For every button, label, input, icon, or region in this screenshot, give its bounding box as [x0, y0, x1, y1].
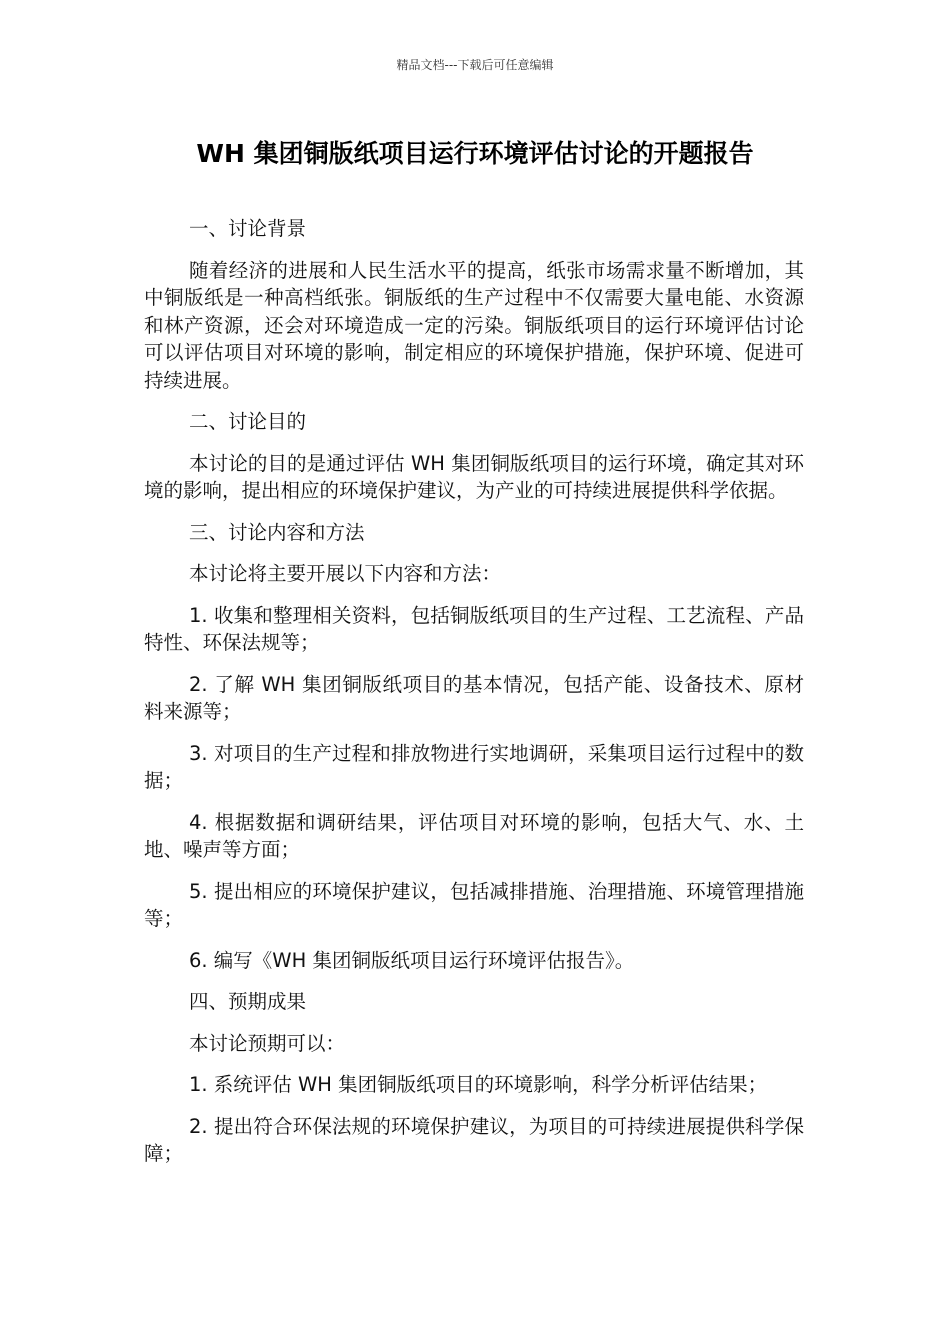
methods-list-item: 2. 了解 WH 集团铜版纸项目的基本情况，包括产能、设备技术、原材料来源等； [144, 672, 804, 723]
background-paragraph: 随着经济的进展和人民生活水平的提高，纸张市场需求量不断增加，其中铜版纸是一种高档纸张。铜版纸的生产过程中不仅需要大量电能、水资源和林产资源，还会对环境造成一定的污染。铜版纸项目的运行环境评估讨论可以评估项目对环境的影响，制定相应的环境保护措施，保护环境、促进可持续进展。 [144, 258, 804, 392]
page-header: 精品文档---下载后可任意编辑 [396, 58, 554, 72]
methods-list-item: 6. 编写《WH 集团铜版纸项目运行环境评估报告》。 [189, 948, 635, 972]
outcomes-list-item: 2. 提出符合环保法规的环境保护建议，为项目的可持续进展提供科学保障； [144, 1114, 804, 1165]
methods-list-item: 4. 根据数据和调研结果，评估项目对环境的影响，包括大气、水、土地、噪声等方面； [144, 810, 804, 861]
section-heading-background: 一、讨论背景 [189, 217, 307, 240]
methods-list-item: 3. 对项目的生产过程和排放物进行实地调研，采集项目运行过程中的数据； [144, 741, 804, 792]
purpose-paragraph: 本讨论的目的是通过评估 WH 集团铜版纸项目的运行环境，确定其对环境的影响，提出相应的环境保护建议，为产业的可持续进展提供科学依据。 [144, 451, 804, 502]
methods-intro: 本讨论将主要开展以下内容和方法： [189, 562, 502, 585]
section-heading-purpose: 二、讨论目的 [189, 410, 307, 433]
outcomes-intro: 本讨论预期可以： [189, 1031, 346, 1055]
document-title: WH 集团铜版纸项目运行环境评估讨论的开题报告 [196, 139, 754, 168]
methods-list-item: 5. 提出相应的环境保护建议，包括减排措施、治理措施、环境管理措施等； [144, 879, 804, 930]
section-heading-outcomes: 四、预期成果 [189, 990, 307, 1013]
outcomes-list-item: 1. 系统评估 WH 集团铜版纸项目的环境影响，科学分析评估结果； [189, 1073, 768, 1096]
methods-list-item: 1. 收集和整理相关资料，包括铜版纸项目的生产过程、工艺流程、产品特性、环保法规等； [144, 603, 804, 654]
document-body [144, 215, 804, 1182]
section-heading-methods: 三、讨论内容和方法 [189, 520, 365, 544]
